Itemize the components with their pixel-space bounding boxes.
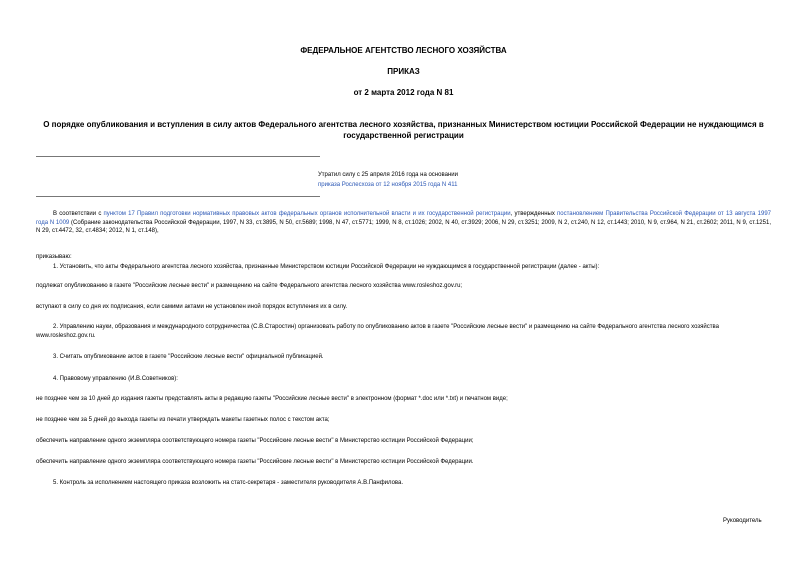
status-note-link[interactable]: приказа Рослесхоза от 12 ноября 2015 года N 411 bbox=[318, 182, 458, 188]
item-4: 4. Правовому управлению (И.В.Советников): bbox=[53, 376, 178, 382]
item-3: 3. Считать опубликование актов в газете "Российские лесные вести" официальной публикацией. bbox=[53, 354, 324, 360]
document-subject: О порядке опубликования и вступления в силу актов Федерального агентства лесного хозяйства, признанных Министерством юстиции Российской Федерации не нуждающимся в государственной регистрации bbox=[43, 120, 764, 140]
document-date-number: от 2 марта 2012 года N 81 bbox=[353, 88, 454, 97]
document-type: ПРИКАЗ bbox=[387, 67, 420, 76]
divider-top bbox=[36, 156, 320, 157]
preamble-paragraph bbox=[36, 210, 771, 236]
divider-bottom bbox=[36, 196, 320, 197]
preamble-text-3: (Собрание законодательства Российской Федерации, 1997, N 33, ст.3895, N 50, ст.5689; 1998, N 47, ст.5771; 1999, N 8, ст.1026; 2002, N 40, ст.3929; 2006, N 29, ст.3251; 2009, N 2, ст.240, N 12, ст.1443; 2010, N 9, ст.964, N 21, ст.2602; 2011, N 9, ст.1251, N 29, ст.4472, 32, ст.4834; 2012, N 1, ст.148), bbox=[36, 219, 771, 235]
item-4b: не позднее чем за 5 дней до выхода газеты из печати утверждать макеты газетных полос с текстом акта; bbox=[36, 417, 330, 423]
item-1b: вступают в силу со дня их подписания, если самими актами не установлен иной порядок вступления их в силу. bbox=[36, 304, 348, 310]
item-4d: обеспечить направление одного экземпляра соответствующего номера газеты "Российские лесные вести" в Министерство юстиции Российской Федерации. bbox=[36, 459, 474, 465]
item-1: 1. Установить, что акты Федерального агентства лесного хозяйства, признанные Министерством юстиции Российской Федерации не нуждающимся в государственной регистрации (далее - акты): bbox=[53, 264, 600, 270]
item-4a: не позднее чем за 10 дней до издания газеты представлять акты в редакцию газеты "Российские лесные вести" в электронном (формат *.doc или *.txt) и печатном виде; bbox=[36, 396, 508, 402]
item-1a: подлежат опубликованию в газете "Российские лесные вести" и размещению на сайте Федерального агентства лесного хозяйства www.rosleshoz.gov.ru; bbox=[36, 283, 463, 289]
status-note bbox=[318, 170, 578, 190]
agency-title: ФЕДЕРАЛЬНОЕ АГЕНТСТВО ЛЕСНОГО ХОЗЯЙСТВА bbox=[300, 46, 507, 55]
preamble-text-2: , утвержденных bbox=[510, 211, 558, 217]
status-note-text: Утратил силу с 25 апреля 2016 года на основании bbox=[318, 172, 458, 178]
preamble-text-1: В соответствии с bbox=[53, 211, 104, 217]
item-5: 5. Контроль за исполнением настоящего приказа возложить на статс-секретаря - заместителя руководителя А.В.Панфилова. bbox=[53, 480, 404, 486]
preamble-link-decree[interactable]: постановлением Правительства Российской Федерации от 13 августа 1997 года N 1009 bbox=[36, 211, 772, 226]
preamble-link-rules[interactable]: пунктом 17 Правил подготовки нормативных правовых актов федеральных органов исполнительной власти и их государственной регистрации bbox=[103, 211, 511, 217]
item-2: 2. Управлению науки, образования и международного сотрудничества (С.В.Старостин) организовать работу по опубликованию актов в газете "Российские лесные вести" и размещению на сайте Федерального агентства лесного хозяйства www.rosleshoz.gov.ru. bbox=[36, 324, 719, 339]
item-4c: обеспечить направление одного экземпляра соответствующего номера газеты "Российские лесные вести" в Министерство юстиции Российской Федерации; bbox=[36, 438, 474, 444]
signature-title: Руководитель bbox=[723, 518, 762, 524]
order-word: приказываю: bbox=[36, 254, 72, 260]
